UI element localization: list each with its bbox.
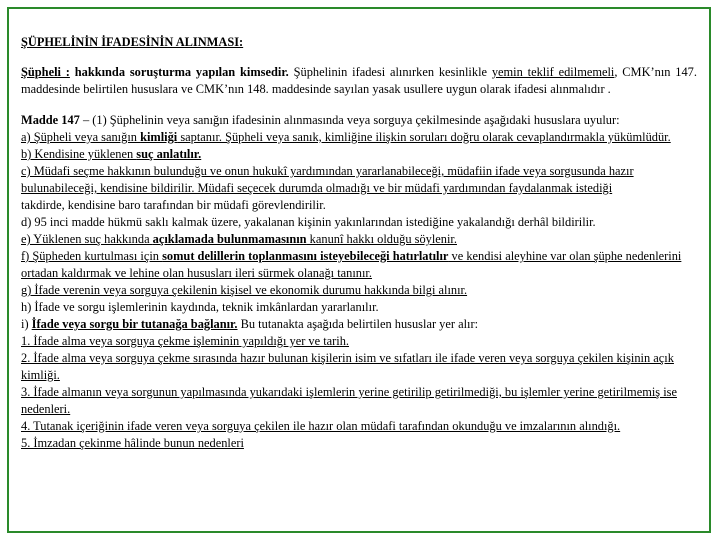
item-a <box>21 129 697 146</box>
item-c: c) Müdafi seçme hakkının bulunduğu ve onun hukukî yardımından yararlanabileceği, müdafiin ifade veya sorgusunda hazır bulunabileceği, kendisine bildirilir. Müdafi seçecek durumda olmadığı ve bir müdafi yardımından faydalanmak istediği <box>21 164 634 195</box>
numbered-item-4: 4. Tutanak içeriğinin ifade veren veya sorguya çekilen ile hazır olan müdafi tarafından okunduğu ve imzalarının alındığı. <box>21 419 621 433</box>
item-i-post: Bu tutanakta aşağıda belirtilen hususlar yer alır: <box>237 317 479 331</box>
item-a-bold: kimliği <box>140 130 178 144</box>
item-c-continued: takdirde, kendisine baro tarafından bir müdafi görevlendirilir. <box>21 198 326 212</box>
item-a-post: saptanır. Şüpheli veya sanık, kimliğine ilişkin soruları doğru olarak cevaplandırmakla yükümlüdür. <box>177 130 671 144</box>
item-e <box>21 231 697 248</box>
item-h: h) İfade ve sorgu işlemlerinin kaydında, teknik imkânlardan yararlanılır. <box>21 300 379 314</box>
madde-label: Madde 147 <box>21 113 80 127</box>
document-body <box>21 34 697 452</box>
numbered-item-2: 2. İfade alma veya sorguya çekme sırasında hazır bulunan kişilerin isim ve sıfatları ile ifade veren veya sorguya çekilen kişinin açık kimliği. <box>21 351 674 382</box>
item-i <box>21 316 697 333</box>
intro-text-1: Şüphelinin ifadesi alınırken kesinlikle <box>288 65 492 79</box>
item-e-pre: e) Yüklenen suç hakkında <box>21 232 153 246</box>
item-a-pre: a) Şüpheli veya sanığın <box>21 130 141 144</box>
item-i-bold: İfade veya sorgu bir tutanağa bağlanır. <box>31 317 238 331</box>
item-f-pre: f) Şüpheden kurtulması için <box>21 249 163 263</box>
item-b <box>21 146 697 163</box>
madde-heading <box>21 112 697 129</box>
item-e-bold: açıklamada bulunmamasının <box>152 232 307 246</box>
item-e-post: kanunî hakkı olduğu söylenir. <box>306 232 457 246</box>
numbered-item-5: 5. İmzadan çekinme hâlinde bunun nedenleri <box>21 436 244 450</box>
numbered-item-1: 1. İfade alma veya sorguya çekme işleminin yapıldığı yer ve tarih. <box>21 334 350 348</box>
item-i-pre: i) <box>21 317 32 331</box>
numbered-item-3: 3. İfade almanın veya sorgunun yapılmasında yukarıdaki işlemlerin yerine getirilip getirilmediği, bu işlemler yerine getirilmemiş ise nedenleri. <box>21 385 677 416</box>
page-title: ŞÜPHELİNİN İFADESİNİN ALINMASI: <box>21 35 244 49</box>
intro-term: Şüpheli : <box>21 65 70 79</box>
madde-text: – (1) Şüphelinin veya sanığın ifadesinin alınmasında veya sorguya çekilmesinde aşağıdaki hususlara uyulur: <box>79 113 620 127</box>
item-d: d) 95 inci madde hükmü saklı kalmak üzere, yakalanan kişinin yakınlarından istediğine yakalandığı derhâl bildirilir. <box>21 215 596 229</box>
item-f-bold: somut delillerin toplanmasını isteyebileceği hatırlatılır <box>162 249 449 263</box>
item-g: g) İfade verenin veya sorguya çekilenin kişisel ve ekonomik durumu hakkında bilgi alınır. <box>21 283 468 297</box>
intro-paragraph <box>21 64 697 98</box>
item-b-bold: suç anlatılır. <box>136 147 202 161</box>
item-f-post: ve kendisi aleyhine var olan şüphe nedenlerini ortadan kaldırmak ve lehine olan hususları ileri sürmek olanağı tanınır. <box>21 249 682 280</box>
item-b-pre: b) Kendisine yüklenen <box>21 147 137 161</box>
intro-text-2: , CMK’nın 147. maddesinde belirtilen hususlara ve CMK’nın 148. maddesinde sayılan yasak usullere uygun olarak ifadesi alınmalıdır . <box>21 65 697 96</box>
item-f <box>21 248 697 282</box>
intro-underlined: yemin teklif edilmemeli <box>491 65 615 79</box>
intro-bold-definition: hakkında soruşturma yapılan kimsedir. <box>69 65 289 79</box>
